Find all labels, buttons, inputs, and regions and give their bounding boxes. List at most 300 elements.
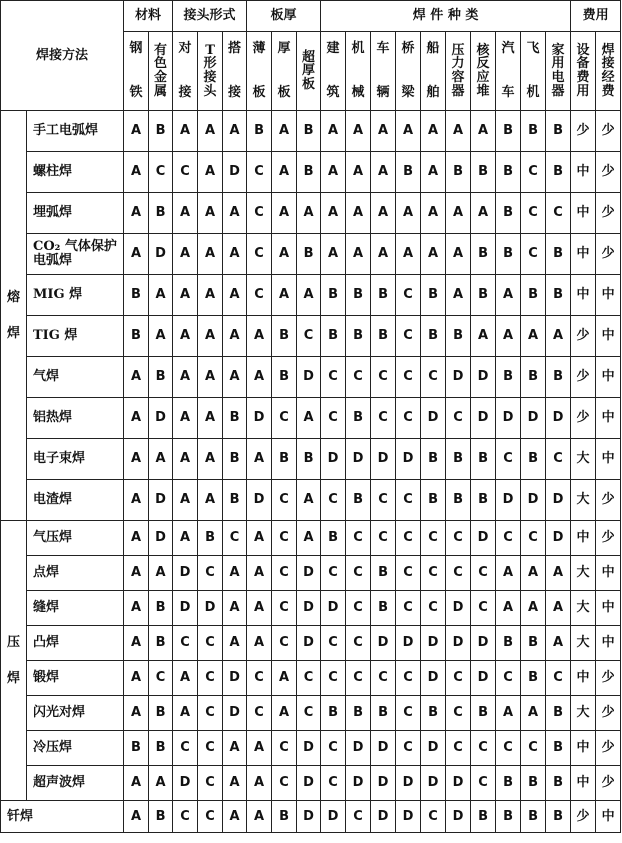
column-header: [346, 32, 371, 111]
rating-cell: B: [546, 152, 571, 193]
rating-cell: A: [173, 398, 198, 439]
rating-cell: C: [471, 731, 496, 766]
rating-cell: D: [371, 731, 396, 766]
rating-cell: A: [173, 661, 198, 696]
table-row: [1, 480, 621, 521]
rating-cell: B: [149, 357, 173, 398]
rating-cell: D: [471, 398, 496, 439]
rating-cell: 大: [571, 439, 596, 480]
rating-cell: D: [471, 626, 496, 661]
rating-cell: A: [247, 731, 272, 766]
column-header: [297, 32, 321, 111]
rating-cell: C: [396, 521, 421, 556]
rating-cell: B: [546, 275, 571, 316]
rating-cell: C: [272, 766, 297, 801]
rating-cell: B: [496, 234, 521, 275]
rating-cell: A: [223, 731, 247, 766]
rating-cell: B: [198, 521, 223, 556]
rating-cell: A: [272, 275, 297, 316]
rating-cell: C: [321, 661, 346, 696]
rating-cell: C: [346, 801, 371, 833]
rating-cell: A: [124, 626, 149, 661]
column-header-char: 厚: [302, 63, 316, 79]
rating-cell: B: [371, 316, 396, 357]
rating-cell: B: [149, 193, 173, 234]
rating-cell: D: [297, 591, 321, 626]
rating-cell: D: [297, 357, 321, 398]
rating-cell: C: [198, 731, 223, 766]
rating-cell: A: [396, 193, 421, 234]
rating-cell: C: [446, 696, 471, 731]
rating-cell: C: [396, 696, 421, 731]
rating-cell: 中: [571, 731, 596, 766]
rating-cell: A: [546, 316, 571, 357]
rating-cell: B: [496, 801, 521, 833]
rating-cell: A: [149, 316, 173, 357]
rating-cell: B: [521, 801, 546, 833]
rating-cell: A: [297, 480, 321, 521]
column-header-char: 车: [501, 85, 515, 100]
table-row: [1, 801, 621, 833]
rating-cell: 大: [571, 556, 596, 591]
column-header-char: 机: [526, 85, 540, 100]
column-header-char: 器: [551, 83, 565, 99]
column-header-char: 设: [576, 42, 590, 58]
rating-cell: C: [396, 556, 421, 591]
rating-cell: C: [446, 556, 471, 591]
column-header-char: 接: [203, 70, 217, 85]
rating-cell: D: [396, 439, 421, 480]
rating-cell: A: [272, 193, 297, 234]
rating-cell: A: [223, 193, 247, 234]
rating-cell: A: [471, 111, 496, 152]
column-header-char: 梁: [401, 85, 415, 100]
rating-cell: 少: [596, 234, 621, 275]
rating-cell: A: [546, 591, 571, 626]
rating-cell: B: [346, 696, 371, 731]
rating-cell: A: [173, 521, 198, 556]
rating-cell: C: [521, 152, 546, 193]
rating-cell: A: [272, 152, 297, 193]
rating-cell: D: [446, 766, 471, 801]
rating-cell: B: [124, 316, 149, 357]
rating-cell: A: [223, 766, 247, 801]
table-row: [1, 556, 621, 591]
rating-cell: C: [396, 316, 421, 357]
rating-cell: B: [446, 316, 471, 357]
rating-cell: D: [421, 398, 446, 439]
rating-cell: C: [496, 731, 521, 766]
rating-cell: C: [346, 357, 371, 398]
column-header: [149, 32, 173, 111]
rating-cell: B: [471, 696, 496, 731]
rating-cell: C: [421, 801, 446, 833]
rating-cell: A: [124, 480, 149, 521]
rating-cell: A: [198, 193, 223, 234]
rating-cell: 少: [596, 766, 621, 801]
rating-cell: D: [198, 591, 223, 626]
column-header-char: 家: [551, 42, 565, 58]
rating-cell: A: [173, 193, 198, 234]
rating-cell: C: [321, 731, 346, 766]
rating-cell: 中: [571, 234, 596, 275]
column-header-char: 用: [551, 56, 565, 72]
rating-cell: B: [223, 398, 247, 439]
rating-cell: C: [421, 357, 446, 398]
rating-cell: D: [446, 357, 471, 398]
rating-cell: A: [521, 591, 546, 626]
rating-cell: B: [521, 626, 546, 661]
rating-cell: A: [496, 275, 521, 316]
table-row: [1, 439, 621, 480]
rating-cell: C: [421, 591, 446, 626]
rating-cell: C: [247, 193, 272, 234]
rating-cell: B: [546, 234, 571, 275]
rating-cell: A: [421, 234, 446, 275]
rating-cell: 少: [571, 801, 596, 833]
rating-cell: D: [321, 591, 346, 626]
rating-cell: C: [446, 731, 471, 766]
rating-cell: A: [223, 626, 247, 661]
rating-cell: 中: [571, 152, 596, 193]
corner-label: 焊接方法: [1, 1, 124, 111]
rating-cell: C: [247, 696, 272, 731]
rating-cell: B: [496, 193, 521, 234]
rating-cell: A: [149, 556, 173, 591]
rating-cell: C: [396, 480, 421, 521]
column-header-char: 薄: [252, 41, 266, 57]
rating-cell: A: [198, 275, 223, 316]
rating-cell: A: [346, 152, 371, 193]
rating-cell: B: [471, 275, 496, 316]
rating-cell: A: [247, 556, 272, 591]
rating-cell: C: [396, 398, 421, 439]
rating-cell: A: [149, 766, 173, 801]
rating-cell: A: [223, 316, 247, 357]
rating-cell: A: [247, 521, 272, 556]
rating-cell: 中: [571, 766, 596, 801]
rating-cell: D: [223, 661, 247, 696]
rating-cell: C: [321, 626, 346, 661]
rating-cell: A: [198, 480, 223, 521]
column-header: [571, 32, 596, 111]
rating-cell: C: [321, 398, 346, 439]
rating-cell: A: [124, 521, 149, 556]
rating-cell: A: [124, 766, 149, 801]
column-header-char: 堆: [476, 83, 490, 99]
rating-cell: D: [173, 556, 198, 591]
method-group-label-text: [1, 636, 26, 685]
rating-cell: C: [198, 661, 223, 696]
rating-cell: D: [371, 801, 396, 833]
column-header: [421, 32, 446, 111]
rating-cell: B: [521, 439, 546, 480]
rating-cell: 中: [596, 439, 621, 480]
rating-cell: A: [421, 193, 446, 234]
rating-cell: 中: [571, 193, 596, 234]
rating-cell: C: [321, 766, 346, 801]
rating-cell: C: [346, 591, 371, 626]
rating-cell: C: [521, 731, 546, 766]
rating-cell: A: [471, 316, 496, 357]
rating-cell: D: [173, 591, 198, 626]
column-header-char: 厚: [277, 41, 291, 57]
method-group-char: 焊: [6, 325, 20, 341]
column-header: [247, 32, 272, 111]
rating-cell: 少: [596, 480, 621, 521]
rating-cell: A: [496, 591, 521, 626]
rating-cell: C: [272, 591, 297, 626]
rating-cell: B: [396, 152, 421, 193]
rating-cell: A: [272, 234, 297, 275]
rating-cell: D: [396, 626, 421, 661]
rating-cell: A: [446, 234, 471, 275]
group-header-row: [1, 1, 621, 32]
rating-cell: D: [471, 521, 496, 556]
rating-cell: 中: [596, 556, 621, 591]
rating-cell: A: [198, 316, 223, 357]
rating-cell: A: [247, 439, 272, 480]
rating-cell: A: [124, 398, 149, 439]
rating-cell: B: [546, 766, 571, 801]
rating-cell: B: [421, 480, 446, 521]
rating-cell: A: [421, 111, 446, 152]
rating-cell: A: [321, 193, 346, 234]
rating-cell: C: [321, 480, 346, 521]
column-header-char: 核: [476, 42, 490, 58]
rating-cell: C: [346, 556, 371, 591]
method-name: TIG 焊: [27, 316, 124, 357]
column-header-text: [297, 51, 320, 92]
table-row: [1, 661, 621, 696]
rating-cell: A: [173, 696, 198, 731]
method-name: 气压焊: [27, 521, 124, 556]
rating-cell: A: [124, 357, 149, 398]
rating-cell: C: [396, 661, 421, 696]
method-name: 闪光对焊: [27, 696, 124, 731]
rating-cell: B: [471, 439, 496, 480]
rating-cell: A: [124, 111, 149, 152]
rating-cell: D: [149, 398, 173, 439]
method-name: 点焊: [27, 556, 124, 591]
column-header-char: 板: [277, 85, 291, 100]
rating-cell: D: [371, 766, 396, 801]
rating-cell: C: [198, 556, 223, 591]
rating-cell: 少: [596, 731, 621, 766]
rating-cell: D: [396, 766, 421, 801]
rating-cell: 少: [571, 111, 596, 152]
column-header-char: 费: [576, 70, 590, 85]
rating-cell: C: [173, 801, 198, 833]
table-row: [1, 766, 621, 801]
rating-cell: D: [421, 661, 446, 696]
column-header-char: 机: [351, 41, 365, 57]
rating-cell: A: [496, 316, 521, 357]
column-header-text: [321, 42, 345, 99]
table-row: [1, 316, 621, 357]
rating-cell: A: [346, 234, 371, 275]
rating-cell: D: [149, 521, 173, 556]
rating-cell: C: [546, 661, 571, 696]
rating-cell: B: [346, 275, 371, 316]
rating-cell: A: [124, 234, 149, 275]
rating-cell: C: [346, 626, 371, 661]
rating-cell: D: [446, 801, 471, 833]
method-group-char: 压: [6, 634, 20, 650]
column-header-char: 有: [154, 42, 168, 58]
column-header-text: [124, 42, 148, 99]
column-header-text: [496, 42, 520, 99]
rating-cell: B: [149, 591, 173, 626]
rating-cell: B: [446, 152, 471, 193]
column-header: [124, 32, 149, 111]
rating-cell: B: [421, 316, 446, 357]
rating-cell: B: [371, 556, 396, 591]
rating-cell: B: [321, 316, 346, 357]
rating-cell: 中: [596, 398, 621, 439]
rating-cell: A: [223, 234, 247, 275]
column-header-char: 反: [476, 56, 490, 72]
rating-cell: A: [446, 193, 471, 234]
group-header-workpiece-type: 焊 件 种 类: [321, 1, 571, 32]
column-header: [272, 32, 297, 111]
rating-cell: A: [371, 234, 396, 275]
rating-cell: C: [396, 731, 421, 766]
rating-cell: C: [272, 731, 297, 766]
rating-cell: B: [496, 766, 521, 801]
rating-cell: A: [223, 111, 247, 152]
rating-cell: D: [446, 626, 471, 661]
rating-cell: A: [247, 766, 272, 801]
rating-cell: B: [421, 696, 446, 731]
column-header-char: 经: [601, 70, 615, 85]
rating-cell: 中: [596, 591, 621, 626]
rating-cell: 少: [571, 398, 596, 439]
column-header-char: 钢: [129, 41, 143, 57]
rating-cell: B: [297, 111, 321, 152]
rating-cell: B: [496, 357, 521, 398]
rating-cell: A: [371, 111, 396, 152]
rating-cell: C: [149, 661, 173, 696]
rating-cell: D: [546, 521, 571, 556]
rating-cell: C: [247, 661, 272, 696]
column-header: [546, 32, 571, 111]
column-header: [396, 32, 421, 111]
rating-cell: D: [546, 480, 571, 521]
column-header-char: 费: [601, 83, 615, 99]
rating-cell: B: [521, 357, 546, 398]
rating-cell: B: [496, 626, 521, 661]
column-header-char: 搭: [228, 41, 242, 57]
column-header-char: 器: [451, 83, 465, 99]
rating-cell: C: [521, 521, 546, 556]
rating-cell: B: [124, 275, 149, 316]
rating-cell: A: [247, 316, 272, 357]
rating-cell: A: [396, 234, 421, 275]
rating-cell: B: [124, 731, 149, 766]
rating-cell: A: [124, 661, 149, 696]
rating-cell: A: [247, 591, 272, 626]
rating-cell: 大: [571, 696, 596, 731]
rating-cell: 中: [596, 275, 621, 316]
rating-cell: 大: [571, 626, 596, 661]
column-header-char: 桥: [401, 41, 415, 57]
rating-cell: 少: [596, 152, 621, 193]
rating-cell: 少: [596, 521, 621, 556]
column-header-char: 电: [551, 70, 565, 85]
column-header-char: 板: [252, 85, 266, 100]
rating-cell: A: [124, 556, 149, 591]
rating-cell: C: [297, 316, 321, 357]
rating-cell: A: [124, 591, 149, 626]
column-header-char: 辆: [376, 85, 390, 100]
rating-cell: C: [396, 275, 421, 316]
method-name: 电渣焊: [27, 480, 124, 521]
rating-cell: B: [546, 357, 571, 398]
rating-cell: C: [272, 480, 297, 521]
rating-cell: C: [247, 234, 272, 275]
column-header-char: 接: [601, 56, 615, 72]
rating-cell: B: [149, 111, 173, 152]
rating-cell: D: [247, 398, 272, 439]
rating-cell: C: [272, 398, 297, 439]
table-row: [1, 275, 621, 316]
column-header-char: T: [205, 42, 215, 58]
rating-cell: C: [371, 521, 396, 556]
rating-cell: B: [421, 439, 446, 480]
column-header-char: 飞: [526, 41, 540, 57]
rating-cell: B: [421, 275, 446, 316]
rating-cell: B: [471, 152, 496, 193]
rating-cell: D: [471, 357, 496, 398]
rating-cell: B: [297, 152, 321, 193]
rating-cell: C: [173, 626, 198, 661]
rating-cell: C: [521, 193, 546, 234]
rating-cell: C: [421, 521, 446, 556]
rating-cell: A: [198, 439, 223, 480]
column-header-char: 应: [476, 70, 490, 85]
column-header-text: [223, 42, 246, 99]
column-header-text: [471, 44, 495, 99]
column-header: [223, 32, 247, 111]
rating-cell: C: [371, 661, 396, 696]
rating-cell: B: [546, 731, 571, 766]
method-name: 螺柱焊: [27, 152, 124, 193]
table-row: [1, 193, 621, 234]
column-header: [496, 32, 521, 111]
rating-cell: A: [173, 316, 198, 357]
rating-cell: D: [446, 591, 471, 626]
method-name: 钎焊: [1, 801, 124, 833]
rating-cell: B: [272, 357, 297, 398]
rating-cell: B: [223, 480, 247, 521]
rating-cell: A: [546, 626, 571, 661]
rating-cell: A: [297, 398, 321, 439]
method-name: 凸焊: [27, 626, 124, 661]
rating-cell: B: [471, 480, 496, 521]
method-name: 手工电弧焊: [27, 111, 124, 152]
rating-cell: D: [371, 439, 396, 480]
rating-cell: A: [496, 696, 521, 731]
rating-cell: A: [173, 480, 198, 521]
rating-cell: 大: [571, 591, 596, 626]
rating-cell: 少: [596, 696, 621, 731]
rating-cell: A: [346, 111, 371, 152]
method-group-label-text: [1, 291, 26, 340]
rating-cell: C: [396, 357, 421, 398]
column-header-char: 焊: [601, 42, 615, 58]
rating-cell: B: [223, 439, 247, 480]
